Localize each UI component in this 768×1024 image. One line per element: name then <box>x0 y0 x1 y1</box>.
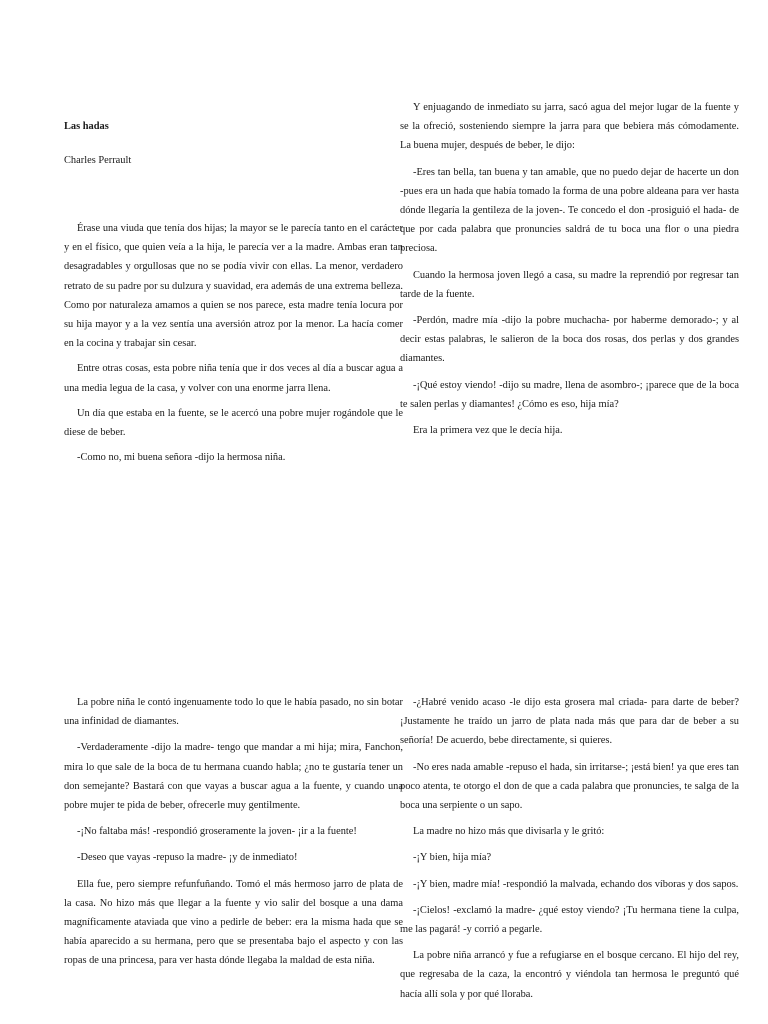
paragraph: -¡Y bien, madre mía! -respondió la malvada, echando dos víboras y dos sapos. <box>413 878 739 890</box>
paragraph: Y enjuagando de inmediato su jarra, sacó agua del mejor lugar de la fuente y se la ofreció, sosteniendo siempre la jarra para que bebiera más cómodamente. La buena mujer, después de beber, le dijo: <box>400 102 739 152</box>
paragraph: -Verdaderamente -dijo la madre- tengo que mandar a mi hija; mira, Fanchon, mira lo que sale de la boca de tu hermana cuando habla; ¿no te gustaría tener un don semejante? Bastará con que vayas a buscar agua a la fuente, y cuando una pobre mujer te pida de beber, ofrecerle muy gentilmente. <box>64 742 403 812</box>
paragraph: Un día que estaba en la fuente, se le acercó una pobre mujer rogándole que le diese de beber. <box>64 407 403 439</box>
paragraph: -Eres tan bella, tan buena y tan amable, que no puedo dejar de hacerte un don -pues era un hada que había tomado la forma de una pobre aldeana para ver hasta dónde llegaría la gentileza de la joven-. Te concedo el don -prosiguió el hada- de que por cada palabra que pronuncies saldrá de tu boca una flor o una piedra preciosa. <box>400 166 739 255</box>
paragraph: -¡Qué estoy viendo! -dijo su madre, llena de asombro-; ¡parece que de la boca te salen perlas y diamantes! ¿Cómo es eso, hija mía? <box>400 379 739 410</box>
paragraph: -Perdón, madre mía -dijo la pobre muchacha- por haberme demorado-; y al decir estas palabras, le salieron de la boca dos rosas, dos perlas y dos grandes diamantes. <box>400 315 739 365</box>
page1-left-column <box>64 117 403 473</box>
story-author: Charles Perrault <box>64 155 132 166</box>
paragraph: Érase una viuda que tenía dos hijas; la mayor se le parecía tanto en el carácter y en el físico, que quien veía a la hija, le parecía ver a la madre. Ambas eran tan desagradables y orgullosas que no se podía vivir con ellas. La menor, verdadero retrato de su padre por su dulzura y suavidad, era además de una extrema belleza. Como por naturaleza amamos a quien se nos parece, esta madre tenía locura por su hija mayor y a la vez sentía una aversión atroz por la menor. La hacía comer en la cocina y trabajar sin cesar. <box>64 223 403 350</box>
paragraph: -¿Habré venido acaso -le dijo esta grosera mal criada- para darte de beber? ¡Justamente he traído un jarro de plata nada más que para dar de beber a su señoría! De acuerdo, bebe directamente, si quieres. <box>400 697 739 747</box>
page2-left-column <box>64 693 403 978</box>
paragraph: -Como no, mi buena señora -dijo la hermosa niña. <box>77 452 286 464</box>
paragraph: -Deseo que vayas -repuso la madre- ¡y de inmediato! <box>77 852 298 864</box>
paragraph: La pobre niña le contó ingenuamente todo lo que le había pasado, no sin botar una infinidad de diamantes. <box>64 697 403 728</box>
paragraph: -¡No faltaba más! -respondió groseramente la joven- ¡ir a la fuente! <box>77 826 357 838</box>
paragraph: La madre no hizo más que divisarla y le gritó: <box>413 826 605 838</box>
paragraph: -No eres nada amable -repuso el hada, sin irritarse-; ¡está bien! ya que eres tan poco atenta, te otorgo el don de que a cada palabra que pronuncies, te salga de la boca una serpiente o un sapo. <box>400 761 739 812</box>
page1-right-column <box>400 98 739 447</box>
paragraph: La pobre niña arrancó y fue a refugiarse en el bosque cercano. El hijo del rey, que regresaba de la caza, la encontró y viéndola tan hermosa le preguntó qué hacía allí sola y por qué lloraba. <box>400 950 739 1000</box>
paragraph: Era la primera vez que le decía hija. <box>413 425 563 437</box>
paragraph: Ella fue, pero siempre refunfuñando. Tomó el más hermoso jarro de plata de la casa. No hizo más que llegar a la fuente y vio salir del bosque a una dama magníficamente ataviada que vino a pedirle de beber: era la misma hada que se había aparecido a su hermana, pero que se presentaba bajo el aspecto y con las ropas de una princesa, para ver hasta dónde llegaba la maldad de esta niña. <box>64 878 403 967</box>
story-title: Las hadas <box>64 121 109 132</box>
paragraph: -¡Y bien, hija mía? <box>413 852 492 864</box>
paragraph: -¡Cielos! -exclamó la madre- ¿qué estoy viendo? ¡Tu hermana tiene la culpa, me las pagará! -y corrió a pegarle. <box>400 904 739 936</box>
paragraph: Entre otras cosas, esta pobre niña tenía que ir dos veces al día a buscar agua a una media legua de la casa, y volver con una enorme jarra llena. <box>64 363 403 394</box>
paragraph: Cuando la hermosa joven llegó a casa, su madre la reprendió por regresar tan tarde de la fuente. <box>400 269 739 300</box>
page2-right-column <box>400 693 739 1011</box>
